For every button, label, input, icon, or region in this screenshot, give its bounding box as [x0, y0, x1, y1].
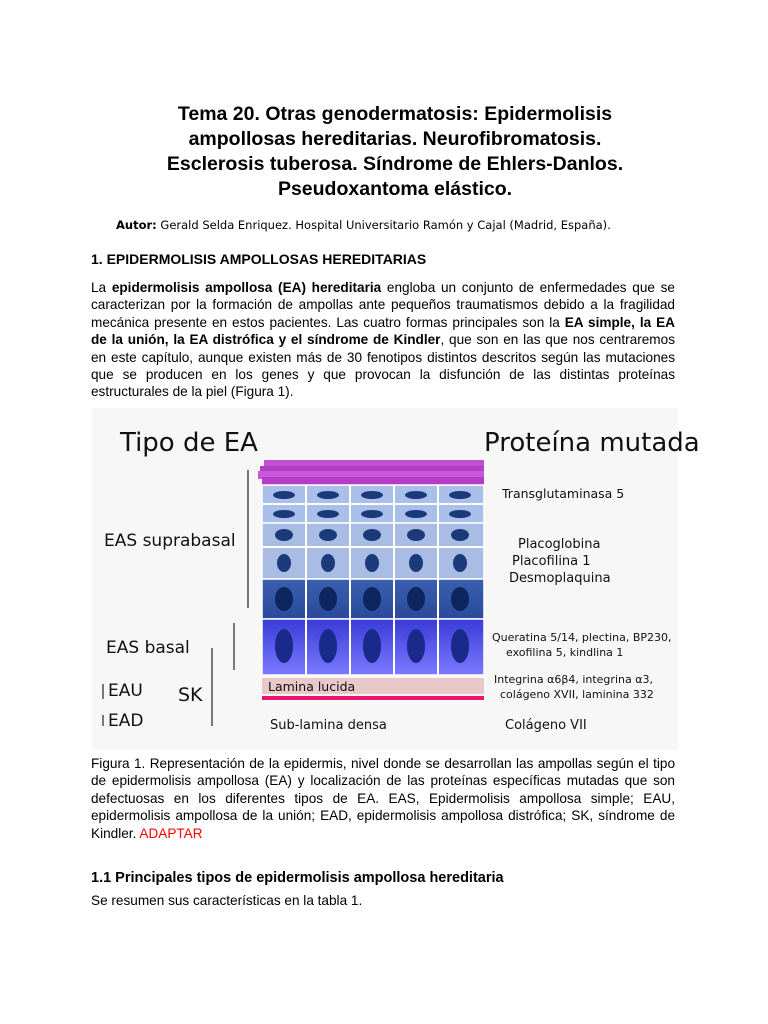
author-text: Gerald Selda Enriquez. Hospital Universitario Ramón y Cajal (Madrid, España). [156, 218, 611, 232]
bold-run: epidermolisis ampollosa (EA) hereditaria [111, 280, 382, 295]
protein-integrina: Integrina α6β4, integrina α3, [494, 673, 653, 686]
text-run: La [91, 280, 112, 295]
text-run: , que son en las que nos centraremos en este capítulo, aunque existen más de 30 fenotipos distintos descritos según las mutaciones que se producen en los genes y que provocan la disfunción de las distintas proteínas estructurales de la piel (Figura 1). [91, 332, 675, 400]
bold-run: EA simple, la EA de la unión, la EA distrófica y el síndrome de Kindler [91, 314, 675, 348]
subsection-heading: 1.1 Principales tipos de epidermolisis ampollosa hereditaria [91, 870, 504, 886]
label-sk: SK [178, 684, 203, 706]
author-line [116, 218, 611, 232]
spinous-layer [262, 523, 484, 579]
label-lamina-lucida: Lamina lucida [268, 679, 356, 694]
fig-left-header: Tipo de EA [120, 428, 258, 458]
protein-exofilina: exofilina 5, kindlina 1 [506, 646, 624, 659]
title-line: Tema 20. Otras genodermatosis: Epidermolisis [177, 103, 613, 125]
basal-layer [262, 619, 484, 675]
protein-placofilina: Placofilina 1 [512, 554, 591, 569]
stratum-corneum [258, 460, 484, 485]
epidermis-diagram [92, 408, 700, 750]
section-heading: 1. EPIDERMOLISIS AMPOLLOSAS HEREDITARIAS [91, 251, 427, 267]
title-line: Esclerosis tuberosa. Síndrome de Ehlers-Danlos. [166, 153, 624, 175]
protein-colageno-xvii: colágeno XVII, laminina 332 [500, 688, 654, 701]
protein-transglutaminasa: Transglutaminasa 5 [502, 486, 625, 501]
label-eas-basal: EAS basal [106, 638, 190, 658]
label-eau: EAU [108, 681, 143, 701]
label-sub-lamina: Sub-lamina densa [270, 718, 387, 733]
protein-placoglobina: Placoglobina [518, 537, 601, 552]
lamina-densa-band [262, 696, 484, 700]
intro-paragraph [91, 279, 675, 401]
title-line: Pseudoxantoma elástico. [277, 178, 513, 200]
label-eas-suprabasal: EAS suprabasal [104, 531, 236, 551]
caption-text: Figura 1. Representación de la epidermis, nivel donde se desarrollan las ampollas según el tipo de epidermolisis ampollosa (EA) y localización de las proteínas específicas mutadas que son defectuosas en los diferentes tipos de EA. EAS, Epidermolisis ampollosa simple; EAU, epidermolisis ampollosa de la unión; EAD, epidermolisis ampollosa distrófica; SK, síndrome de Kindler. [91, 756, 675, 841]
author-label: Autor: [116, 218, 157, 232]
protein-desmoplaquina: Desmoplaquina [509, 571, 611, 586]
caption-adaptar: ADAPTAR [139, 825, 203, 841]
granular-layer [262, 485, 484, 523]
figure-caption [91, 755, 675, 842]
label-ead: EAD [108, 711, 144, 731]
protein-colageno-vii: Colágeno VII [505, 718, 587, 733]
subsection-intro: Se resumen sus características en la tabla 1. [91, 893, 363, 908]
document-title [150, 102, 640, 202]
fig-right-header: Proteína mutada [484, 428, 700, 458]
protein-queratina: Queratina 5/14, plectina, BP230, [492, 631, 672, 644]
lower-spinous-layer [262, 579, 484, 619]
text-run: engloba un conjunto de enfermedades que se caracterizan por la formación de ampollas ante pequeños traumatismos debido a la fragilidad mecánica presente en estos pacientes. Las cuatro formas principales son la [91, 280, 675, 330]
epidermis-figure [92, 408, 700, 750]
title-line: ampollosas hereditarias. Neurofibromatosis. [188, 128, 602, 150]
